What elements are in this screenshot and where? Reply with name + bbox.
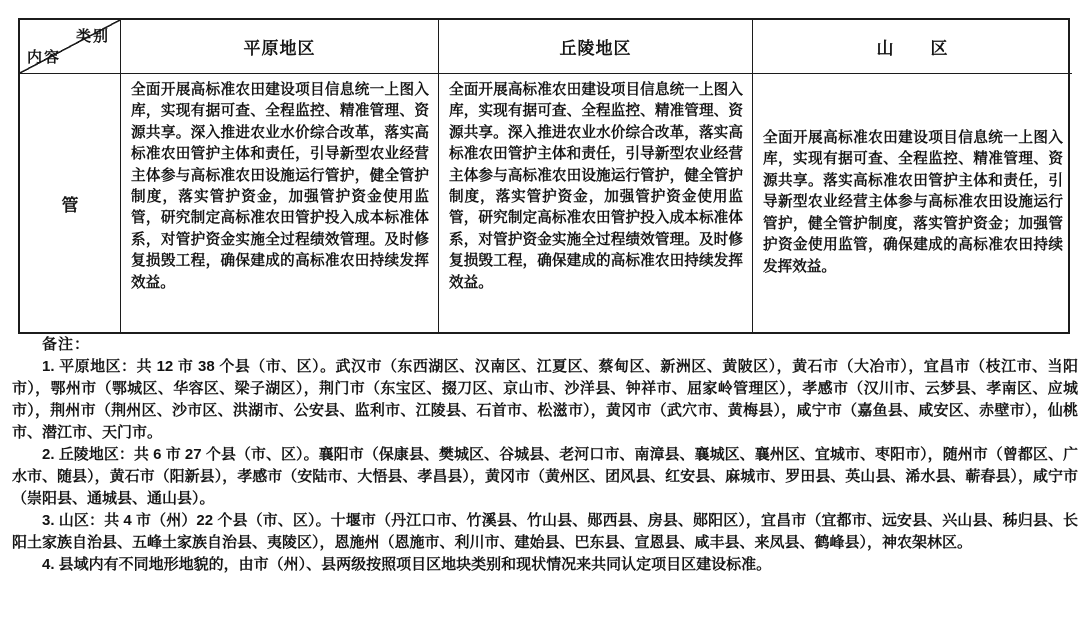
cell-plain-management: 全面开展高标准农田建设项目信息统一上图入库，实现有据可查、全程监控、精准管理、资源共享。深入推进农业水价综合改革，落实高标准农田管护主体和责任，引导新型农业经营主体参与高标准农田设施运行管护，健全管护制度，落实管护资金，加强管护资金使用监管，研究制定高标准农田管护投入成本标准体系，对管护资金实施全过程绩效管理。及时修复损毁工程，确保建成的高标准农田持续发挥效益。 (121, 74, 439, 332)
row-label-management: 管 (20, 74, 121, 332)
note-item-hilly-region: 2. 丘陵地区：共 6 市 27 个县（市、区）。襄阳市（保康县、樊城区、谷城县、老河口市、南漳县、襄城区、襄州区、宜城市、枣阳市），随州市（曾都区、广水市、随县），黄石市（阳新县），孝感市（安陆市、大悟县、孝昌县），黄冈市（黄州区、团风县、红安县、麻城市、罗田县、英山县、浠水县、蕲春县），咸宁市（崇阳县、通城县、通山县）。 (12, 446, 1078, 507)
column-header-hilly: 丘陵地区 (439, 20, 753, 74)
corner-header-cell (20, 20, 121, 74)
cell-hilly-management: 全面开展高标准农田建设项目信息统一上图入库，实现有据可查、全程监控、精准管理、资源共享。深入推进农业水价综合改革，落实高标准农田管护主体和责任，引导新型农业经营主体参与高标准农田设施运行管护，健全管护制度，落实管护资金，加强管护资金使用监管，研究制定高标准农田管护投入成本标准体系，对管护资金实施全过程绩效管理。及时修复损毁工程，确保建成的高标准农田持续发挥效益。 (439, 74, 753, 332)
notes-section (12, 334, 1078, 576)
notes-title: 备注： (42, 336, 91, 353)
corner-label-category: 类别 (75, 28, 110, 45)
note-item-mountain-region: 3. 山区：共 4 市（州）22 个县（市、区）。十堰市（丹江口市、竹溪县、竹山县、郧西县、房县、郧阳区），宜昌市（宜都市、远安县、兴山县、秭归县、长阳土家族自治县、五峰土家族自治县、夷陵区），恩施州（恩施市、利川市、建始县、巴东县、宣恩县、咸丰县、来凤县、鹤峰县），神农架林区。 (12, 512, 1078, 551)
corner-label-content: 内容 (27, 49, 62, 66)
cell-mountain-management (753, 74, 1072, 332)
cell-mountain-text: 全面开展高标准农田建设项目信息统一上图入库，实现有据可查、全程监控、精准管理、资源共享。落实高标准农田管护主体和责任，引导新型农业经营主体参与高标准农田设施运行管护，健全管护制度，落实管护资金；加强管护资金使用监管，确保建成的高标准农田持续发挥效益。 (763, 130, 1063, 275)
note-item-plain-region: 1. 平原地区：共 12 市 38 个县（市、区）。武汉市（东西湖区、汉南区、江夏区、蔡甸区、新洲区、黄陂区），黄石市（大冶市），宜昌市（枝江市、当阳市），鄂州市（鄂城区、华容区、梁子湖区），荆门市（东宝区、掇刀区、京山市、沙洋县、钟祥市、屈家岭管理区），孝感市（汉川市、云梦县、孝南区、应城市），荆州市（荆州区、沙市区、洪湖市、公安县、监利市、江陵县、石首市、松滋市），黄冈市（武穴市、黄梅县），咸宁市（嘉鱼县、咸安区、赤壁市），仙桃市、潜江市、天门市。 (12, 358, 1078, 441)
column-header-mountain: 山 区 (753, 20, 1072, 74)
terrain-standards-table (18, 18, 1070, 334)
note-item-mixed-terrain: 4. 县域内有不同地形地貌的，由市（州）、县两级按照项目区地块类别和现状情况来共同认定项目区建设标准。 (42, 556, 772, 573)
column-header-plain: 平原地区 (121, 20, 439, 74)
